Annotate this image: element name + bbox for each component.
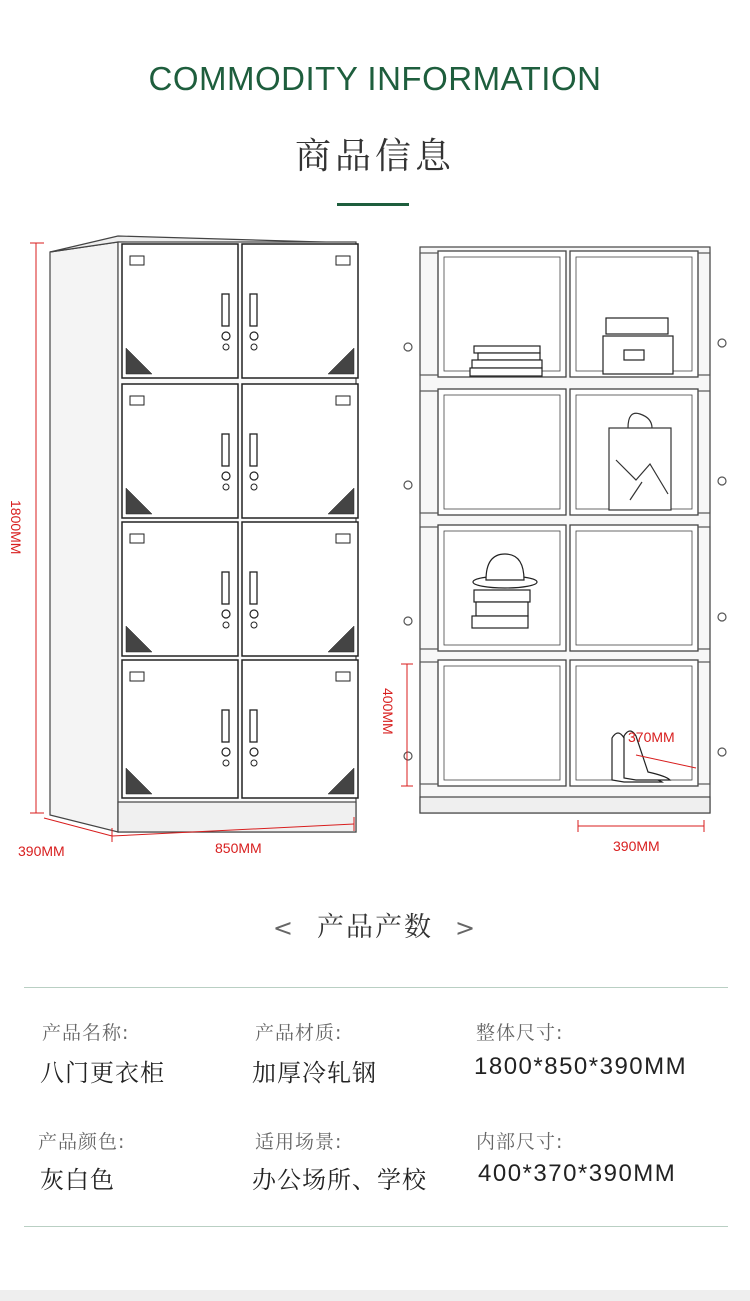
width-dimension-label: 850MM bbox=[215, 840, 262, 856]
title-chinese: 商品信息 bbox=[294, 136, 455, 177]
compartment-width-label: 390MM bbox=[613, 838, 660, 854]
spec-bottom-divider bbox=[24, 1226, 728, 1227]
lock-icon bbox=[404, 481, 412, 489]
lock-icon bbox=[718, 477, 726, 485]
spec-value-size: 1800*850*390MM bbox=[474, 1053, 688, 1080]
spec-value-usage: 办公场所、学校 bbox=[252, 1166, 427, 1194]
box-item bbox=[603, 318, 673, 374]
locker-compartment bbox=[570, 525, 698, 651]
spec-value-name: 八门更衣柜 bbox=[40, 1059, 165, 1087]
closed-cabinet-drawing bbox=[0, 225, 380, 845]
locker-door bbox=[242, 244, 358, 378]
specs-section-heading bbox=[0, 905, 750, 944]
right-arrow-icon[interactable]: > bbox=[455, 914, 478, 942]
lock-icon bbox=[404, 343, 412, 351]
spec-label-size: 整体尺寸: bbox=[476, 1022, 564, 1044]
title-underline bbox=[337, 203, 409, 206]
spec-label-name: 产品名称: bbox=[42, 1022, 130, 1044]
lock-icon bbox=[404, 752, 412, 760]
lock-icon bbox=[718, 748, 726, 756]
title-english: COMMODITY INFORMATION bbox=[148, 60, 602, 97]
locker-compartment bbox=[438, 389, 566, 515]
locker-door bbox=[242, 660, 358, 798]
depth-dimension-label: 390MM bbox=[18, 843, 65, 859]
spec-label-inner-size: 内部尺寸: bbox=[476, 1131, 564, 1153]
spec-value-inner-size: 400*370*390MM bbox=[478, 1160, 677, 1187]
spec-label-color: 产品颜色: bbox=[38, 1131, 126, 1153]
spec-value-color: 灰白色 bbox=[40, 1166, 115, 1194]
lock-icon bbox=[718, 339, 726, 347]
spec-label-usage: 适用场景: bbox=[255, 1131, 343, 1153]
lock-icon bbox=[718, 613, 726, 621]
spec-label-material: 产品材质: bbox=[255, 1022, 343, 1044]
section-title: 产品产数 bbox=[317, 912, 433, 943]
locker-compartment bbox=[438, 660, 566, 786]
locker-door bbox=[122, 384, 238, 518]
compartment-height-label: 400MM bbox=[380, 688, 396, 735]
books-item bbox=[470, 346, 542, 376]
cabinet-side bbox=[50, 242, 118, 832]
locker-door bbox=[122, 244, 238, 378]
bag-item bbox=[609, 413, 671, 510]
spec-top-divider bbox=[24, 987, 728, 988]
locker-door bbox=[242, 384, 358, 518]
spec-value-material: 加厚冷轧钢 bbox=[252, 1059, 377, 1087]
left-arrow-icon[interactable]: < bbox=[272, 914, 295, 942]
footer-band bbox=[0, 1290, 750, 1301]
height-dimension-label: 1800MM bbox=[8, 500, 24, 555]
locker-door bbox=[242, 522, 358, 656]
locker-door bbox=[122, 522, 238, 656]
lock-icon bbox=[404, 617, 412, 625]
open-cabinet-drawing bbox=[380, 235, 750, 845]
locker-door bbox=[122, 660, 238, 798]
compartment-depth-label: 370MM bbox=[628, 729, 675, 745]
